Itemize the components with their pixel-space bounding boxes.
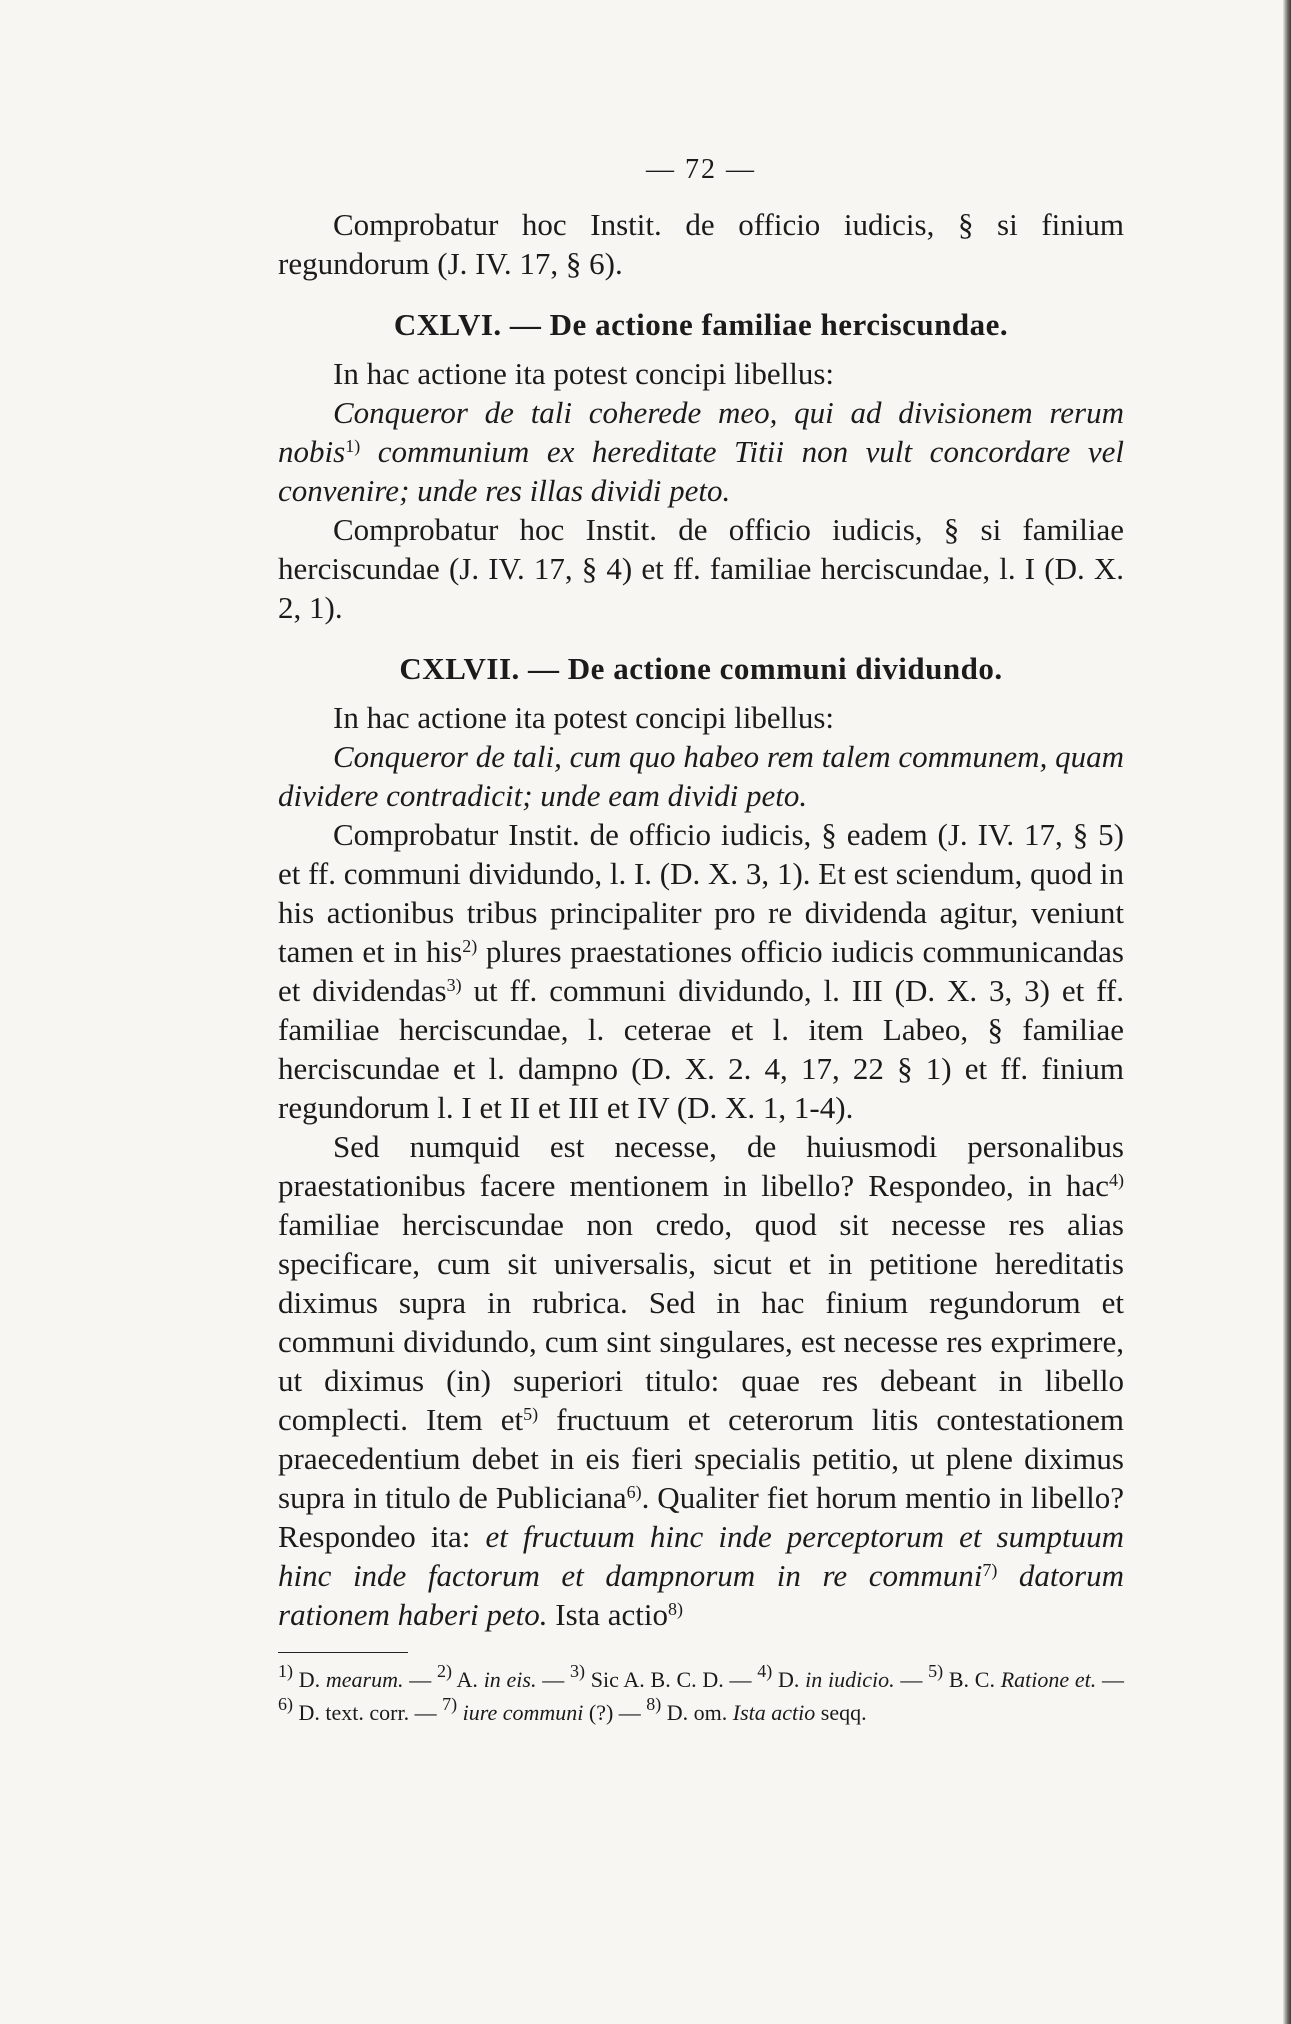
footnote-6: $^{6)}$ D. text. corr. [278, 1694, 410, 1725]
footnote-ref: 7) [982, 1560, 998, 1580]
formula-text: datorum rationem haberi peto. [278, 1558, 1124, 1632]
section1-proof: Comprobatur hoc Instit. de officio iudicis, § si familiae herciscundae (J. IV. 17, § 4) et ff. familiae herciscundae, l. I (D. X. 2, 1). [278, 512, 1124, 625]
discussion-text: fructuum et ceterorum litis contestationem praecedentium debet in eis fieri specialis petitio, ut plene diximus supra in titulo de Publiciana [278, 1402, 1124, 1515]
footnote-4: $^{4)}$ D. in iudicio. [757, 1661, 895, 1692]
page-number: — 72 — [646, 154, 756, 185]
section2-discussion [278, 1127, 1124, 1634]
footnote-1: $^{1)}$ D. mearum. [278, 1661, 404, 1692]
footnote-ref: 3) [446, 975, 462, 995]
intro-paragraph: Comprobatur hoc Instit. de officio iudicis, § si finium regundorum (J. IV. 17, § 6). [278, 207, 1124, 281]
footnote-ref: 1) [345, 436, 361, 456]
proof-text: ut ff. communi dividundo, l. III (D. X. 3, 3) et ff. familiae herciscundae, l. ceterae et l. item Labeo, § familiae herciscundae et l. dampno (D. X. 2. 4, 17, 22 § 1) et ff. finium regundorum l. I et II et III et IV (D. X. 1, 1-4). [278, 973, 1124, 1125]
footnotes: $^{1)}$ D. mearum. — $^{2)}$ A. in eis. — $^{3)}$ Sic A. B. C. D. — $^{4)}$ D. in iudicio. — $^{5)}$ B. C. Ratione et. — $^{6)}$ D. text. corr. — $^{7)}$ iure communi (?) — $^{8)}$ D. om. Ista actio seqq. [278, 1661, 1125, 1725]
discussion-text: . Qualiter fiet horum mentio in libello? Respondeo ita: [278, 1480, 1125, 1554]
discussion-text: Ista actio [547, 1597, 669, 1632]
section1-intro: In hac actione ita potest concipi libellus: [333, 356, 835, 391]
footnote-2: $^{2)}$ A. in eis. [437, 1661, 537, 1692]
formula-text: Conqueror de tali coherede meo, qui ad divisionem rerum nobis [278, 395, 1124, 469]
section2-proof [278, 815, 1124, 1127]
footnote-7: $^{7)}$ iure communi (?) [442, 1694, 614, 1725]
section1-formula [278, 393, 1124, 510]
section-title-cxlvii: CXLVII. — De actione communi dividundo. [399, 651, 1003, 686]
section2-intro: In hac actione ita potest concipi libellus: [333, 700, 835, 735]
footnote-ref: 6) [626, 1482, 642, 1502]
footnote-8: $^{8)}$ D. om. Ista actio seqq. [646, 1694, 867, 1725]
footnote-ref: 5) [523, 1404, 539, 1424]
footnote-5: $^{5)}$ B. C. Ratione et. [928, 1661, 1097, 1692]
proof-text: plures praestationes officio iudicis communicandas et dividendas [278, 934, 1124, 1008]
footnote-ref: 8) [668, 1599, 684, 1619]
page-edge [1283, 0, 1291, 2024]
formula-text: Conqueror de tali, cum quo habeo rem talem communem, quam dividere contradicit; unde eam dividi peto. [278, 739, 1124, 813]
footnote-ref: 2) [462, 936, 478, 956]
footnote-3: $^{3)}$ Sic A. B. C. D. [570, 1661, 724, 1692]
formula-text: communium ex hereditate Titii non vult concordare vel convenire; unde res illas dividi peto. [278, 434, 1124, 508]
discussion-text: Sed numquid est necesse, de huiusmodi personalibus praestationibus facere mentionem in libello? Respondeo, in hac [278, 1129, 1124, 1203]
page-content [278, 150, 1124, 1729]
formula-text: et fructuum hinc inde perceptorum et sumptuum hinc inde factorum et dampnorum in re communi [278, 1519, 1124, 1593]
footnote-rule [278, 1652, 408, 1653]
footnote-ref: 4) [1109, 1170, 1124, 1190]
proof-text: Comprobatur Instit. de officio iudicis, § eadem (J. IV. 17, § 5) et ff. communi dividundo, l. I. (D. X. 3, 1). Et est sciendum, quod in his actionibus tribus principaliter pro re dividenda agitur, veniunt tamen et in his [278, 817, 1124, 969]
discussion-text: familiae herciscundae non credo, quod sit necesse res alias specificare, cum sit universalis, sicut et in petitione hereditatis diximus supra in rubrica. Sed in hac finium regundorum et communi dividundo, cum sint singulares, est necesse res exprimere, ut diximus (in) superiori titulo: quae res debeant in libello complecti. Item et [278, 1207, 1124, 1437]
section-title-cxlvi: CXLVI. — De actione familiae herciscundae. [393, 307, 1009, 342]
section2-formula [278, 737, 1124, 815]
